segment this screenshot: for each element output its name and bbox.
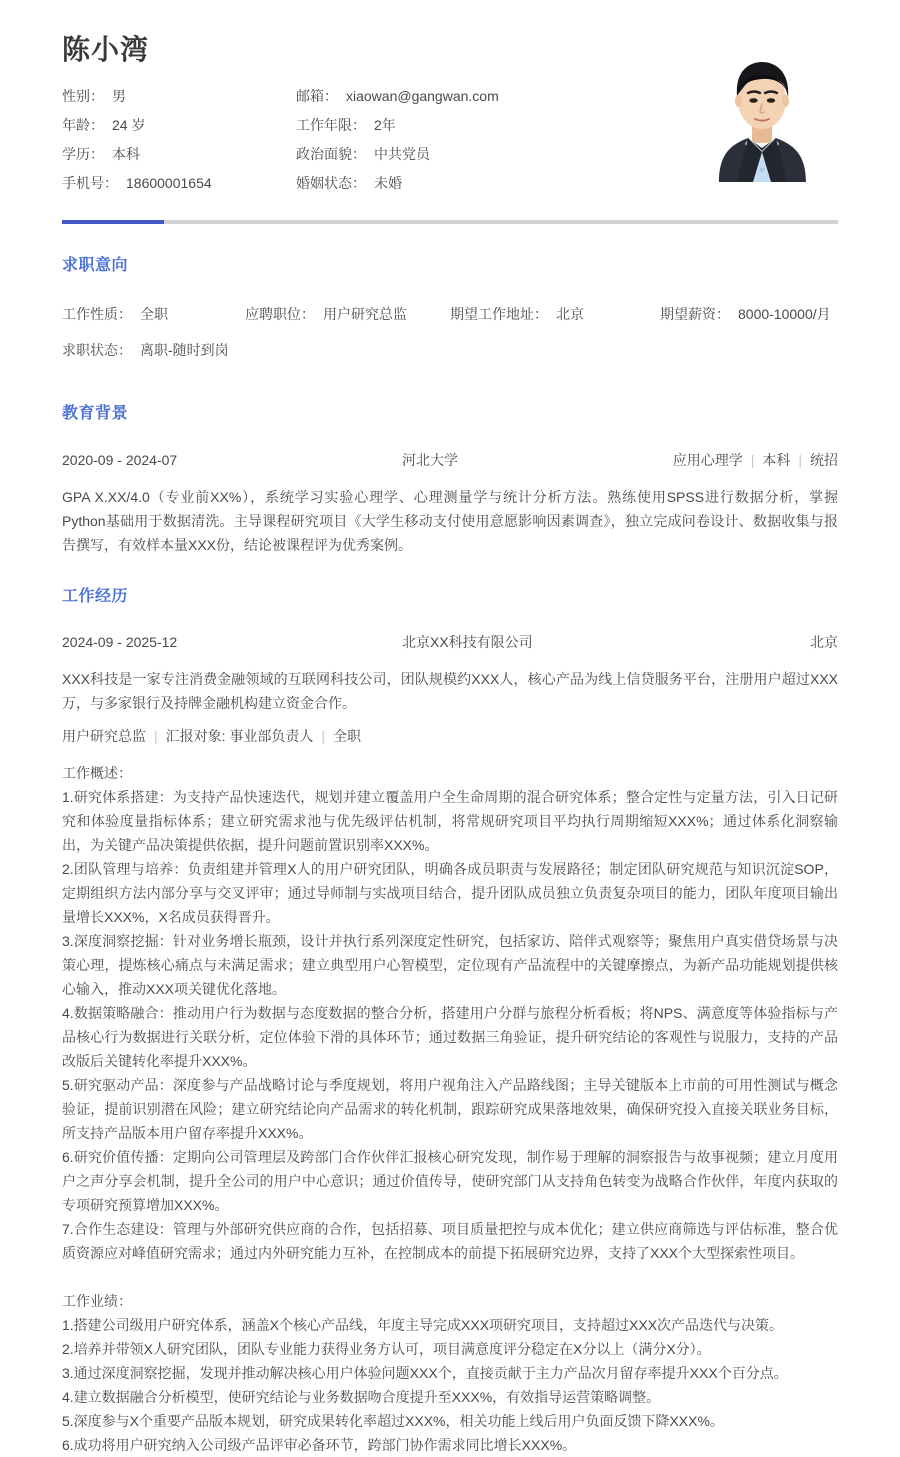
section-title-education: 教育背景 bbox=[62, 405, 129, 422]
info-value: 2年 bbox=[374, 117, 396, 133]
work-achievement-item: 6.成功将用户研究纳入公司级产品评审必备环节，跨部门协作需求同比增长XXX%。 bbox=[62, 1437, 577, 1453]
field-value: 离职-随时到岗 bbox=[140, 342, 229, 358]
meta-separator-icon: | bbox=[321, 728, 326, 744]
work-overview-item: 2.团队管理与培养：负责组建并管理X人的用户研究团队，明确各成员职责与发展路径；制定团队研究规范与知识沉淀SOP，定期组织方法内部分享与交叉评审；通过导师制与实战项目结合，提升团队成员独立负责复杂项目的能力，团队年度项目输出量增长XXX%，X名成员获得晋升。 bbox=[62, 861, 838, 925]
meta-separator-icon: | bbox=[154, 728, 158, 744]
info-label: 年龄： bbox=[62, 117, 104, 133]
education-date-range: 2020-09 - 2024-07 bbox=[62, 452, 178, 468]
header-divider bbox=[62, 220, 838, 224]
work-achievements-label: 工作业绩： bbox=[62, 1293, 132, 1309]
job-intention-item-status bbox=[62, 340, 245, 360]
education-tags bbox=[673, 449, 838, 471]
info-label: 政治面貌： bbox=[296, 146, 366, 162]
divider-accent-bar bbox=[62, 220, 164, 224]
work-overview-item: 5.研究驱动产品：深度参与产品战略讨论与季度规划，将用户视角注入产品路线图；主导关键版本上市前的可用性测试与概念验证，提前识别潜在风险；建立研究结论向产品需求的转化机制，跟踪研究成果落地效果，确保研究投入直接关联业务目标，所支持产品版本用户留存率提升XXX%。 bbox=[62, 1077, 838, 1141]
info-value: 中共党员 bbox=[374, 146, 430, 162]
candidate-name: 陈小湾 bbox=[62, 34, 150, 65]
work-report-to: 汇报对象: 事业部负责人 bbox=[165, 728, 314, 744]
work-entry-header bbox=[62, 631, 838, 653]
field-value: 8000-10000/月 bbox=[738, 306, 831, 322]
info-value: xiaowan@gangwan.com bbox=[346, 88, 499, 104]
section-title-work-experience: 工作经历 bbox=[62, 588, 129, 605]
info-value: 男 bbox=[112, 88, 126, 104]
work-overview-block bbox=[62, 761, 838, 1265]
block-spacer bbox=[62, 1265, 838, 1289]
work-overview-item: 7.合作生态建设：管理与外部研究供应商的合作，包括招募、项目质量把控与成本优化；建立供应商筛选与评估标准，整合优质资源应对峰值研究需求；通过内外研究能力互补，在控制成本的前提下拓展研究边界，支持了XXX个大型探索性项目。 bbox=[62, 1221, 838, 1261]
info-label: 婚姻状态： bbox=[296, 175, 366, 191]
work-location: 北京 bbox=[810, 634, 838, 650]
info-value: 18600001654 bbox=[126, 175, 212, 191]
section-work-experience bbox=[0, 585, 900, 1457]
info-item-education bbox=[62, 144, 296, 164]
work-overview-item: 4.数据策略融合：推动用户行为数据与态度数据的整合分析，搭建用户分群与旅程分析看板；将NPS、满意度等体验指标与产品核心行为数据进行关联分析，定位体验下滑的具体环节；通过数据三角验证，提升研究结论的客观性与说服力，支持的产品改版后关键转化率提升XXX%。 bbox=[62, 1005, 838, 1069]
work-overview-item: 6.研究价值传播：定期向公司管理层及跨部门合作伙伴汇报核心研究发现，制作易于理解的洞察报告与故事视频；建立月度用户之声分享会机制，提升全公司的用户中心意识；通过价值传导，使研究部门从支持角色转变为战略合作伙伴，年度内获取的专项研究预算增加XXX%。 bbox=[62, 1149, 838, 1213]
field-label: 求职状态： bbox=[62, 342, 132, 358]
work-overview-item: 1.研究体系搭建：为支持产品快速迭代，规划并建立覆盖用户全生命周期的混合研究体系；整合定性与定量方法，引入日记研究和体验度量指标体系；建立研究需求池与优先级评估机制，将常规研究项目平均执行周期缩短XXX%；通过体系化洞察输出，为关键产品决策提供依据，提升问题前置识别率XXX%。 bbox=[62, 789, 838, 853]
section-title-job-intention: 求职意向 bbox=[62, 257, 129, 274]
profile-photo-icon bbox=[703, 48, 822, 182]
field-label: 应聘职位： bbox=[245, 306, 315, 322]
info-label: 邮箱： bbox=[296, 88, 338, 104]
work-company-name: 北京XX科技有限公司 bbox=[402, 634, 533, 650]
work-achievement-item: 1.搭建公司级用户研究体系，涵盖X个核心产品线，年度主导完成XXX项研究项目，支持超过XXX次产品迭代与决策。 bbox=[62, 1317, 784, 1333]
info-value: 未婚 bbox=[374, 175, 402, 191]
work-job-title: 用户研究总监 bbox=[62, 728, 146, 744]
job-intention-row-1 bbox=[62, 304, 838, 324]
work-company-intro: XXX科技是一家专注消费金融领域的互联网科技公司，团队规模约XXX人，核心产品为线上信贷服务平台，注册用户超过XXX万，与多家银行及持牌金融机构建立资金合作。 bbox=[62, 671, 838, 711]
education-major: 应用心理学 bbox=[672, 452, 743, 468]
work-achievement-item: 2.培养并带领X人研究团队，团队专业能力获得业务方认可，项目满意度评分稳定在X分以上（满分X分）。 bbox=[62, 1341, 711, 1357]
info-value: 24 岁 bbox=[112, 117, 146, 133]
education-entry-header bbox=[62, 449, 838, 471]
work-date-range: 2024-09 - 2025-12 bbox=[62, 634, 178, 650]
work-achievement-item: 3.通过深度洞察挖掘，发现并推动解决核心用户体验问题XXX个，直接贡献于主力产品次月留存率提升XXX个百分点。 bbox=[62, 1365, 788, 1381]
field-value: 用户研究总监 bbox=[323, 306, 407, 322]
education-description: GPA X.XX/4.0（专业前XX%），系统学习实验心理学、心理测量学与统计分析方法。熟练使用SPSS进行数据分析，掌握Python基础用于数据清洗。主导课程研究项目《大学生移动支付使用意愿影响因素调查》，独立完成问卷设计、数据收集与报告撰写，有效样本量XXX份，结论被课程评为优秀案例。 bbox=[62, 489, 838, 553]
tag-separator-icon: | bbox=[750, 452, 755, 468]
work-employment-type: 全职 bbox=[333, 728, 362, 744]
work-overview-item: 3.深度洞察挖掘：针对业务增长瓶颈，设计并执行系列深度定性研究，包括家访、陪伴式观察等；聚焦用户真实借贷场景与决策心理，提炼核心痛点与未满足需求；建立典型用户心智模型，定位现有产品流程中的关键摩擦点，为新产品功能规划提供核心输入，推动XXX项关键优化落地。 bbox=[62, 933, 838, 997]
info-label: 性别： bbox=[62, 88, 104, 104]
info-item-age bbox=[62, 115, 296, 135]
field-value: 北京 bbox=[556, 306, 584, 322]
tag-separator-icon: | bbox=[798, 452, 802, 468]
job-intention-item-salary bbox=[660, 304, 831, 324]
work-overview-label: 工作概述： bbox=[62, 765, 132, 781]
job-intention-item-nature bbox=[62, 304, 245, 324]
section-education bbox=[0, 402, 900, 557]
info-item-gender bbox=[62, 86, 296, 106]
info-value: 本科 bbox=[112, 146, 140, 162]
info-item-phone bbox=[62, 173, 296, 193]
work-achievement-item: 4.建立数据融合分析模型，使研究结论与业务数据吻合度提升至XXX%，有效指导运营策略调整。 bbox=[62, 1389, 661, 1405]
section-job-intention bbox=[0, 254, 900, 360]
work-achievement-item: 5.深度参与X个重要产品版本规划，研究成果转化率超过XXX%，相关功能上线后用户负面反馈下降XXX%。 bbox=[62, 1413, 724, 1429]
education-school-name: 河北大学 bbox=[402, 452, 458, 468]
education-admission-type: 统招 bbox=[810, 452, 838, 468]
job-intention-item-position bbox=[245, 304, 450, 324]
job-intention-row-2 bbox=[62, 340, 838, 360]
resume-header bbox=[0, 0, 900, 193]
field-label: 工作性质： bbox=[62, 306, 132, 322]
avatar bbox=[703, 48, 822, 182]
info-label: 学历： bbox=[62, 146, 104, 162]
field-label: 期望工作地址： bbox=[450, 306, 548, 322]
info-label: 工作年限： bbox=[296, 117, 366, 133]
field-value: 全职 bbox=[140, 306, 168, 322]
job-intention-item-location bbox=[450, 304, 660, 324]
work-meta-row bbox=[62, 725, 838, 747]
info-label: 手机号： bbox=[62, 175, 118, 191]
education-degree: 本科 bbox=[762, 452, 791, 468]
field-label: 期望薪资： bbox=[660, 306, 730, 322]
work-achievements-block bbox=[62, 1289, 838, 1457]
